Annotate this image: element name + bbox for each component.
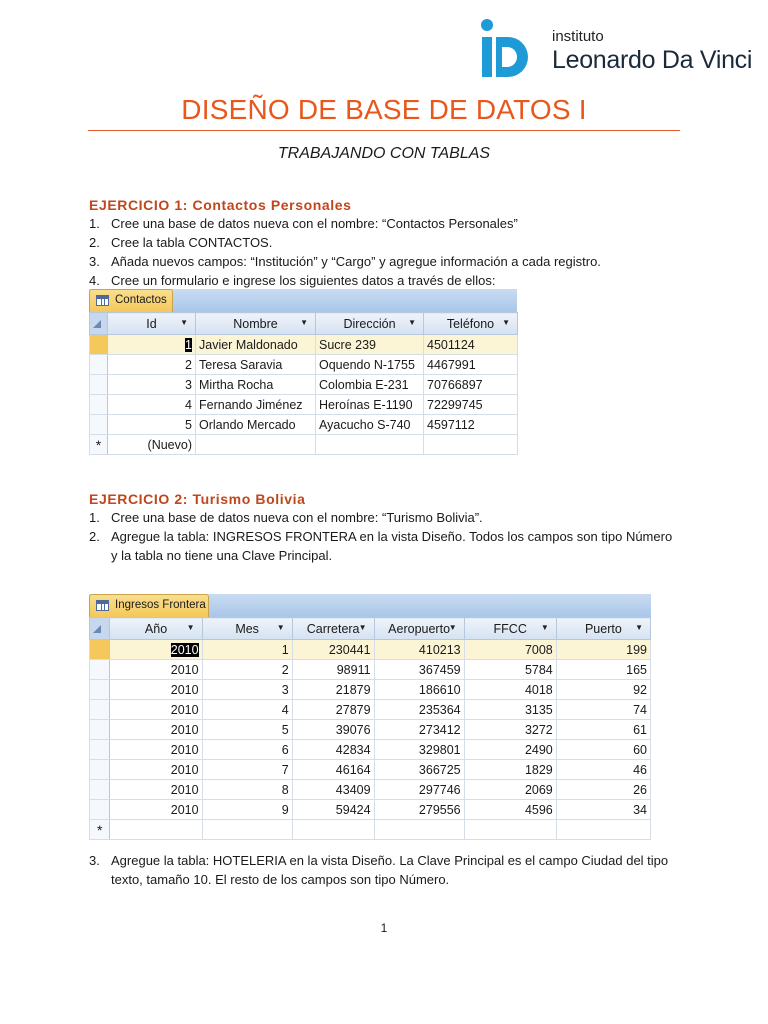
cell-carretera[interactable]: 27879 bbox=[292, 700, 374, 720]
table-icon bbox=[96, 600, 109, 611]
cell-ffcc[interactable]: 4018 bbox=[464, 680, 556, 700]
cell-mes[interactable]: 6 bbox=[202, 740, 292, 760]
table-row[interactable] bbox=[90, 375, 518, 395]
cell-carretera[interactable]: 43409 bbox=[292, 780, 374, 800]
cell-direccion[interactable]: Ayacucho S-740 bbox=[316, 415, 424, 435]
tab-label: Contactos bbox=[115, 294, 167, 306]
tab-label: Ingresos Frontera bbox=[115, 599, 206, 611]
header-label: Mes bbox=[235, 621, 259, 636]
tab-contactos[interactable] bbox=[89, 289, 173, 312]
cell-nombre[interactable]: Mirtha Rocha bbox=[196, 375, 316, 395]
cell-aeropuerto[interactable]: 273412 bbox=[374, 720, 464, 740]
exercise-2-list-continued bbox=[89, 851, 674, 889]
exercise-1-list bbox=[89, 214, 689, 290]
cell-puerto[interactable]: 61 bbox=[556, 720, 650, 740]
document-subtitle: TRABAJANDO CON TABLAS bbox=[277, 145, 491, 162]
column-header-id[interactable] bbox=[108, 313, 196, 335]
cell-anio[interactable]: 2010 bbox=[110, 700, 202, 720]
select-all-corner[interactable] bbox=[90, 618, 110, 640]
item-number: 2. bbox=[89, 529, 100, 544]
header-label: FFCC bbox=[493, 621, 527, 636]
item-number: 3. bbox=[89, 254, 100, 269]
row-selector[interactable] bbox=[90, 680, 110, 700]
cell-mes[interactable]: 7 bbox=[202, 760, 292, 780]
item-text: Agregue la tabla: HOTELERIA en la vista Diseño. La Clave Principal es el campo Ciudad del tipo texto, tamaño 10. El resto de los campos son tipo Número. bbox=[111, 853, 669, 887]
cell-anio[interactable]: 2010 bbox=[110, 720, 202, 740]
cell-puerto[interactable]: 34 bbox=[556, 800, 650, 820]
table-row[interactable] bbox=[90, 760, 651, 780]
new-record-row[interactable] bbox=[90, 820, 651, 840]
header-label: Dirección bbox=[343, 316, 396, 331]
cell-mes[interactable]: 1 bbox=[202, 640, 292, 660]
chevron-down-icon[interactable]: ▼ bbox=[186, 623, 195, 632]
cell-carretera[interactable]: 46164 bbox=[292, 760, 374, 780]
logo-mark-icon bbox=[478, 18, 540, 80]
cell-empty[interactable] bbox=[374, 820, 464, 840]
column-header-direccion[interactable] bbox=[316, 313, 424, 335]
table-row[interactable] bbox=[90, 680, 651, 700]
chevron-down-icon[interactable]: ▼ bbox=[358, 623, 367, 632]
chevron-down-icon[interactable]: ▼ bbox=[408, 318, 416, 327]
list-item bbox=[89, 527, 674, 565]
cell-aeropuerto[interactable]: 279556 bbox=[374, 800, 464, 820]
cell-mes[interactable]: 5 bbox=[202, 720, 292, 740]
list-item bbox=[89, 252, 689, 271]
cell-ffcc[interactable]: 3272 bbox=[464, 720, 556, 740]
cell-id[interactable]: 2 bbox=[108, 355, 196, 375]
cell-carretera[interactable]: 39076 bbox=[292, 720, 374, 740]
cell-id[interactable]: 4 bbox=[108, 395, 196, 415]
chevron-down-icon[interactable]: ▼ bbox=[300, 318, 308, 327]
chevron-down-icon[interactable]: ▼ bbox=[540, 623, 549, 632]
new-record-row[interactable] bbox=[90, 435, 518, 455]
table-row[interactable] bbox=[90, 395, 518, 415]
column-header-ffcc[interactable] bbox=[464, 618, 556, 640]
item-text: Agregue la tabla: INGRESOS FRONTERA en la vista Diseño. Todos los campos son tipo Número y la tabla no tiene una Clave Principal. bbox=[111, 529, 673, 563]
cell-aeropuerto[interactable]: 367459 bbox=[374, 660, 464, 680]
cell-nombre[interactable]: Orlando Mercado bbox=[196, 415, 316, 435]
cell-carretera[interactable]: 230441 bbox=[292, 640, 374, 660]
cell-telefono[interactable]: 4467991 bbox=[424, 355, 518, 375]
cell-mes[interactable]: 9 bbox=[202, 800, 292, 820]
table-row[interactable] bbox=[90, 740, 651, 760]
cell-mes[interactable]: 4 bbox=[202, 700, 292, 720]
cell-empty[interactable] bbox=[292, 820, 374, 840]
row-selector[interactable] bbox=[90, 700, 110, 720]
item-number: 1. bbox=[89, 216, 100, 231]
table-row[interactable] bbox=[90, 640, 651, 660]
column-header-mes[interactable] bbox=[202, 618, 292, 640]
cell-puerto[interactable]: 92 bbox=[556, 680, 650, 700]
cell-ffcc[interactable]: 1829 bbox=[464, 760, 556, 780]
table-row[interactable] bbox=[90, 780, 651, 800]
cell-direccion[interactable]: Oquendo N-1755 bbox=[316, 355, 424, 375]
column-header-nombre[interactable] bbox=[196, 313, 316, 335]
contactos-datasheet[interactable] bbox=[89, 289, 517, 455]
cell-direccion[interactable]: Sucre 239 bbox=[316, 335, 424, 355]
column-header-anio[interactable] bbox=[110, 618, 202, 640]
row-selector[interactable] bbox=[90, 720, 110, 740]
row-selector[interactable] bbox=[90, 640, 110, 660]
cell-aeropuerto[interactable]: 235364 bbox=[374, 700, 464, 720]
row-selector[interactable] bbox=[90, 660, 110, 680]
item-text: Cree una base de datos nueva con el nombre: “Turismo Bolivia”. bbox=[111, 510, 483, 525]
header-label: Aeropuerto bbox=[388, 621, 451, 636]
cell-telefono[interactable]: 72299745 bbox=[424, 395, 518, 415]
cell-empty[interactable] bbox=[202, 820, 292, 840]
cell-empty[interactable] bbox=[196, 435, 316, 455]
table-row[interactable] bbox=[90, 355, 518, 375]
logo-text-big: Leonardo Da Vinci bbox=[552, 46, 753, 74]
column-header-carretera[interactable] bbox=[292, 618, 374, 640]
row-selector[interactable] bbox=[90, 760, 110, 780]
cell-puerto[interactable]: 46 bbox=[556, 760, 650, 780]
chevron-down-icon[interactable]: ▼ bbox=[502, 318, 510, 327]
cell-empty[interactable] bbox=[110, 820, 202, 840]
cell-anio[interactable]: 2010 bbox=[110, 680, 202, 700]
row-selector[interactable] bbox=[90, 355, 108, 375]
cell-mes[interactable]: 8 bbox=[202, 780, 292, 800]
header-label: Carretera bbox=[306, 621, 360, 636]
item-number: 2. bbox=[89, 235, 100, 250]
item-text: Cree la tabla CONTACTOS. bbox=[111, 235, 273, 250]
logo-text-small: instituto bbox=[552, 28, 604, 45]
cell-aeropuerto[interactable]: 297746 bbox=[374, 780, 464, 800]
exercise-1-heading: EJERCICIO 1: Contactos Personales bbox=[89, 197, 352, 213]
cell-carretera[interactable]: 42834 bbox=[292, 740, 374, 760]
column-header-puerto[interactable] bbox=[556, 618, 650, 640]
institute-logo bbox=[478, 18, 753, 80]
cell-nombre[interactable]: Teresa Saravia bbox=[196, 355, 316, 375]
column-header-aeropuerto[interactable] bbox=[374, 618, 464, 640]
new-record-icon: * bbox=[90, 435, 108, 455]
cell-telefono[interactable]: 4501124 bbox=[424, 335, 518, 355]
row-selector[interactable] bbox=[90, 740, 110, 760]
table-icon bbox=[96, 295, 109, 306]
title-divider bbox=[88, 130, 680, 131]
exercise-2-list bbox=[89, 508, 674, 565]
document-title: DISEÑO DE BASE DE DATOS I bbox=[181, 94, 587, 125]
header-label: Id bbox=[146, 316, 157, 331]
row-selector[interactable] bbox=[90, 395, 108, 415]
cell-ffcc[interactable]: 3135 bbox=[464, 700, 556, 720]
cell-id[interactable]: 5 bbox=[108, 415, 196, 435]
select-all-corner[interactable] bbox=[90, 313, 108, 335]
item-text: Añada nuevos campos: “Institución” y “Cargo” y agregue información a cada registro. bbox=[111, 254, 601, 269]
table-row[interactable] bbox=[90, 660, 651, 680]
exercise-2-heading: EJERCICIO 2: Turismo Bolivia bbox=[89, 491, 306, 507]
cell-puerto[interactable]: 74 bbox=[556, 700, 650, 720]
cell-ffcc[interactable]: 2069 bbox=[464, 780, 556, 800]
cell-ffcc[interactable]: 4596 bbox=[464, 800, 556, 820]
item-number: 1. bbox=[89, 510, 100, 525]
item-text: Cree un formulario e ingrese los siguientes datos a través de ellos: bbox=[111, 273, 496, 288]
cell-aeropuerto[interactable]: 410213 bbox=[374, 640, 464, 660]
cell-anio[interactable]: 2010 bbox=[110, 780, 202, 800]
item-number: 3. bbox=[89, 853, 100, 868]
table-row[interactable] bbox=[90, 700, 651, 720]
cell-puerto[interactable]: 165 bbox=[556, 660, 650, 680]
header-label: Teléfono bbox=[446, 316, 495, 331]
item-number: 4. bbox=[89, 273, 100, 288]
cell-anio[interactable]: 2010 bbox=[110, 640, 202, 660]
cell-aeropuerto[interactable]: 329801 bbox=[374, 740, 464, 760]
cell-mes[interactable]: 2 bbox=[202, 660, 292, 680]
cell-id[interactable]: 3 bbox=[108, 375, 196, 395]
cell-puerto[interactable]: 26 bbox=[556, 780, 650, 800]
row-selector[interactable] bbox=[90, 780, 110, 800]
cell-empty[interactable] bbox=[316, 435, 424, 455]
cell-new-id[interactable]: (Nuevo) bbox=[108, 435, 196, 455]
table-row[interactable] bbox=[90, 800, 651, 820]
cell-carretera[interactable]: 59424 bbox=[292, 800, 374, 820]
ingresos-frontera-datasheet[interactable] bbox=[89, 594, 651, 838]
tab-ingresos-frontera[interactable] bbox=[89, 594, 209, 617]
chevron-down-icon[interactable]: ▼ bbox=[276, 623, 285, 632]
cell-puerto[interactable]: 199 bbox=[556, 640, 650, 660]
cell-nombre[interactable]: Fernando Jiménez bbox=[196, 395, 316, 415]
table-row[interactable] bbox=[90, 415, 518, 435]
table-row[interactable] bbox=[90, 720, 651, 740]
cell-telefono[interactable]: 70766897 bbox=[424, 375, 518, 395]
list-item bbox=[89, 508, 674, 527]
list-item bbox=[89, 233, 689, 252]
table-row[interactable] bbox=[90, 335, 518, 355]
cell-puerto[interactable]: 60 bbox=[556, 740, 650, 760]
chevron-down-icon[interactable]: ▼ bbox=[448, 623, 457, 632]
cell-anio[interactable]: 2010 bbox=[110, 760, 202, 780]
cell-mes[interactable]: 3 bbox=[202, 680, 292, 700]
cell-anio[interactable]: 2010 bbox=[110, 800, 202, 820]
list-item bbox=[89, 271, 689, 290]
header-label: Año bbox=[144, 621, 168, 636]
cell-carretera[interactable]: 21879 bbox=[292, 680, 374, 700]
cell-ffcc[interactable]: 2490 bbox=[464, 740, 556, 760]
cell-anio[interactable]: 2010 bbox=[110, 740, 202, 760]
row-selector[interactable] bbox=[90, 415, 108, 435]
cell-carretera[interactable]: 98911 bbox=[292, 660, 374, 680]
page-number: 1 bbox=[380, 921, 388, 935]
data-grid bbox=[89, 617, 651, 840]
cell-nombre[interactable]: Javier Maldonado bbox=[196, 335, 316, 355]
cell-anio[interactable]: 2010 bbox=[110, 660, 202, 680]
list-item bbox=[89, 851, 674, 889]
row-selector[interactable] bbox=[90, 335, 108, 355]
cell-empty[interactable] bbox=[556, 820, 650, 840]
chevron-down-icon[interactable]: ▼ bbox=[180, 318, 188, 327]
list-item bbox=[89, 214, 689, 233]
cell-direccion[interactable]: Colombia E-231 bbox=[316, 375, 424, 395]
cell-id[interactable]: 1 bbox=[108, 335, 196, 355]
header-label: Nombre bbox=[233, 316, 278, 331]
column-header-telefono[interactable] bbox=[424, 313, 518, 335]
row-selector[interactable] bbox=[90, 800, 110, 820]
cell-ffcc[interactable]: 7008 bbox=[464, 640, 556, 660]
new-record-icon: * bbox=[90, 820, 110, 840]
cell-aeropuerto[interactable]: 366725 bbox=[374, 760, 464, 780]
cell-direccion[interactable]: Heroínas E-1190 bbox=[316, 395, 424, 415]
header-label: Puerto bbox=[584, 621, 622, 636]
row-selector[interactable] bbox=[90, 375, 108, 395]
cell-empty[interactable] bbox=[424, 435, 518, 455]
cell-empty[interactable] bbox=[464, 820, 556, 840]
cell-aeropuerto[interactable]: 186610 bbox=[374, 680, 464, 700]
item-text: Cree una base de datos nueva con el nombre: “Contactos Personales” bbox=[111, 216, 518, 231]
data-grid bbox=[89, 312, 518, 455]
cell-telefono[interactable]: 4597112 bbox=[424, 415, 518, 435]
cell-ffcc[interactable]: 5784 bbox=[464, 660, 556, 680]
chevron-down-icon[interactable]: ▼ bbox=[635, 623, 643, 632]
